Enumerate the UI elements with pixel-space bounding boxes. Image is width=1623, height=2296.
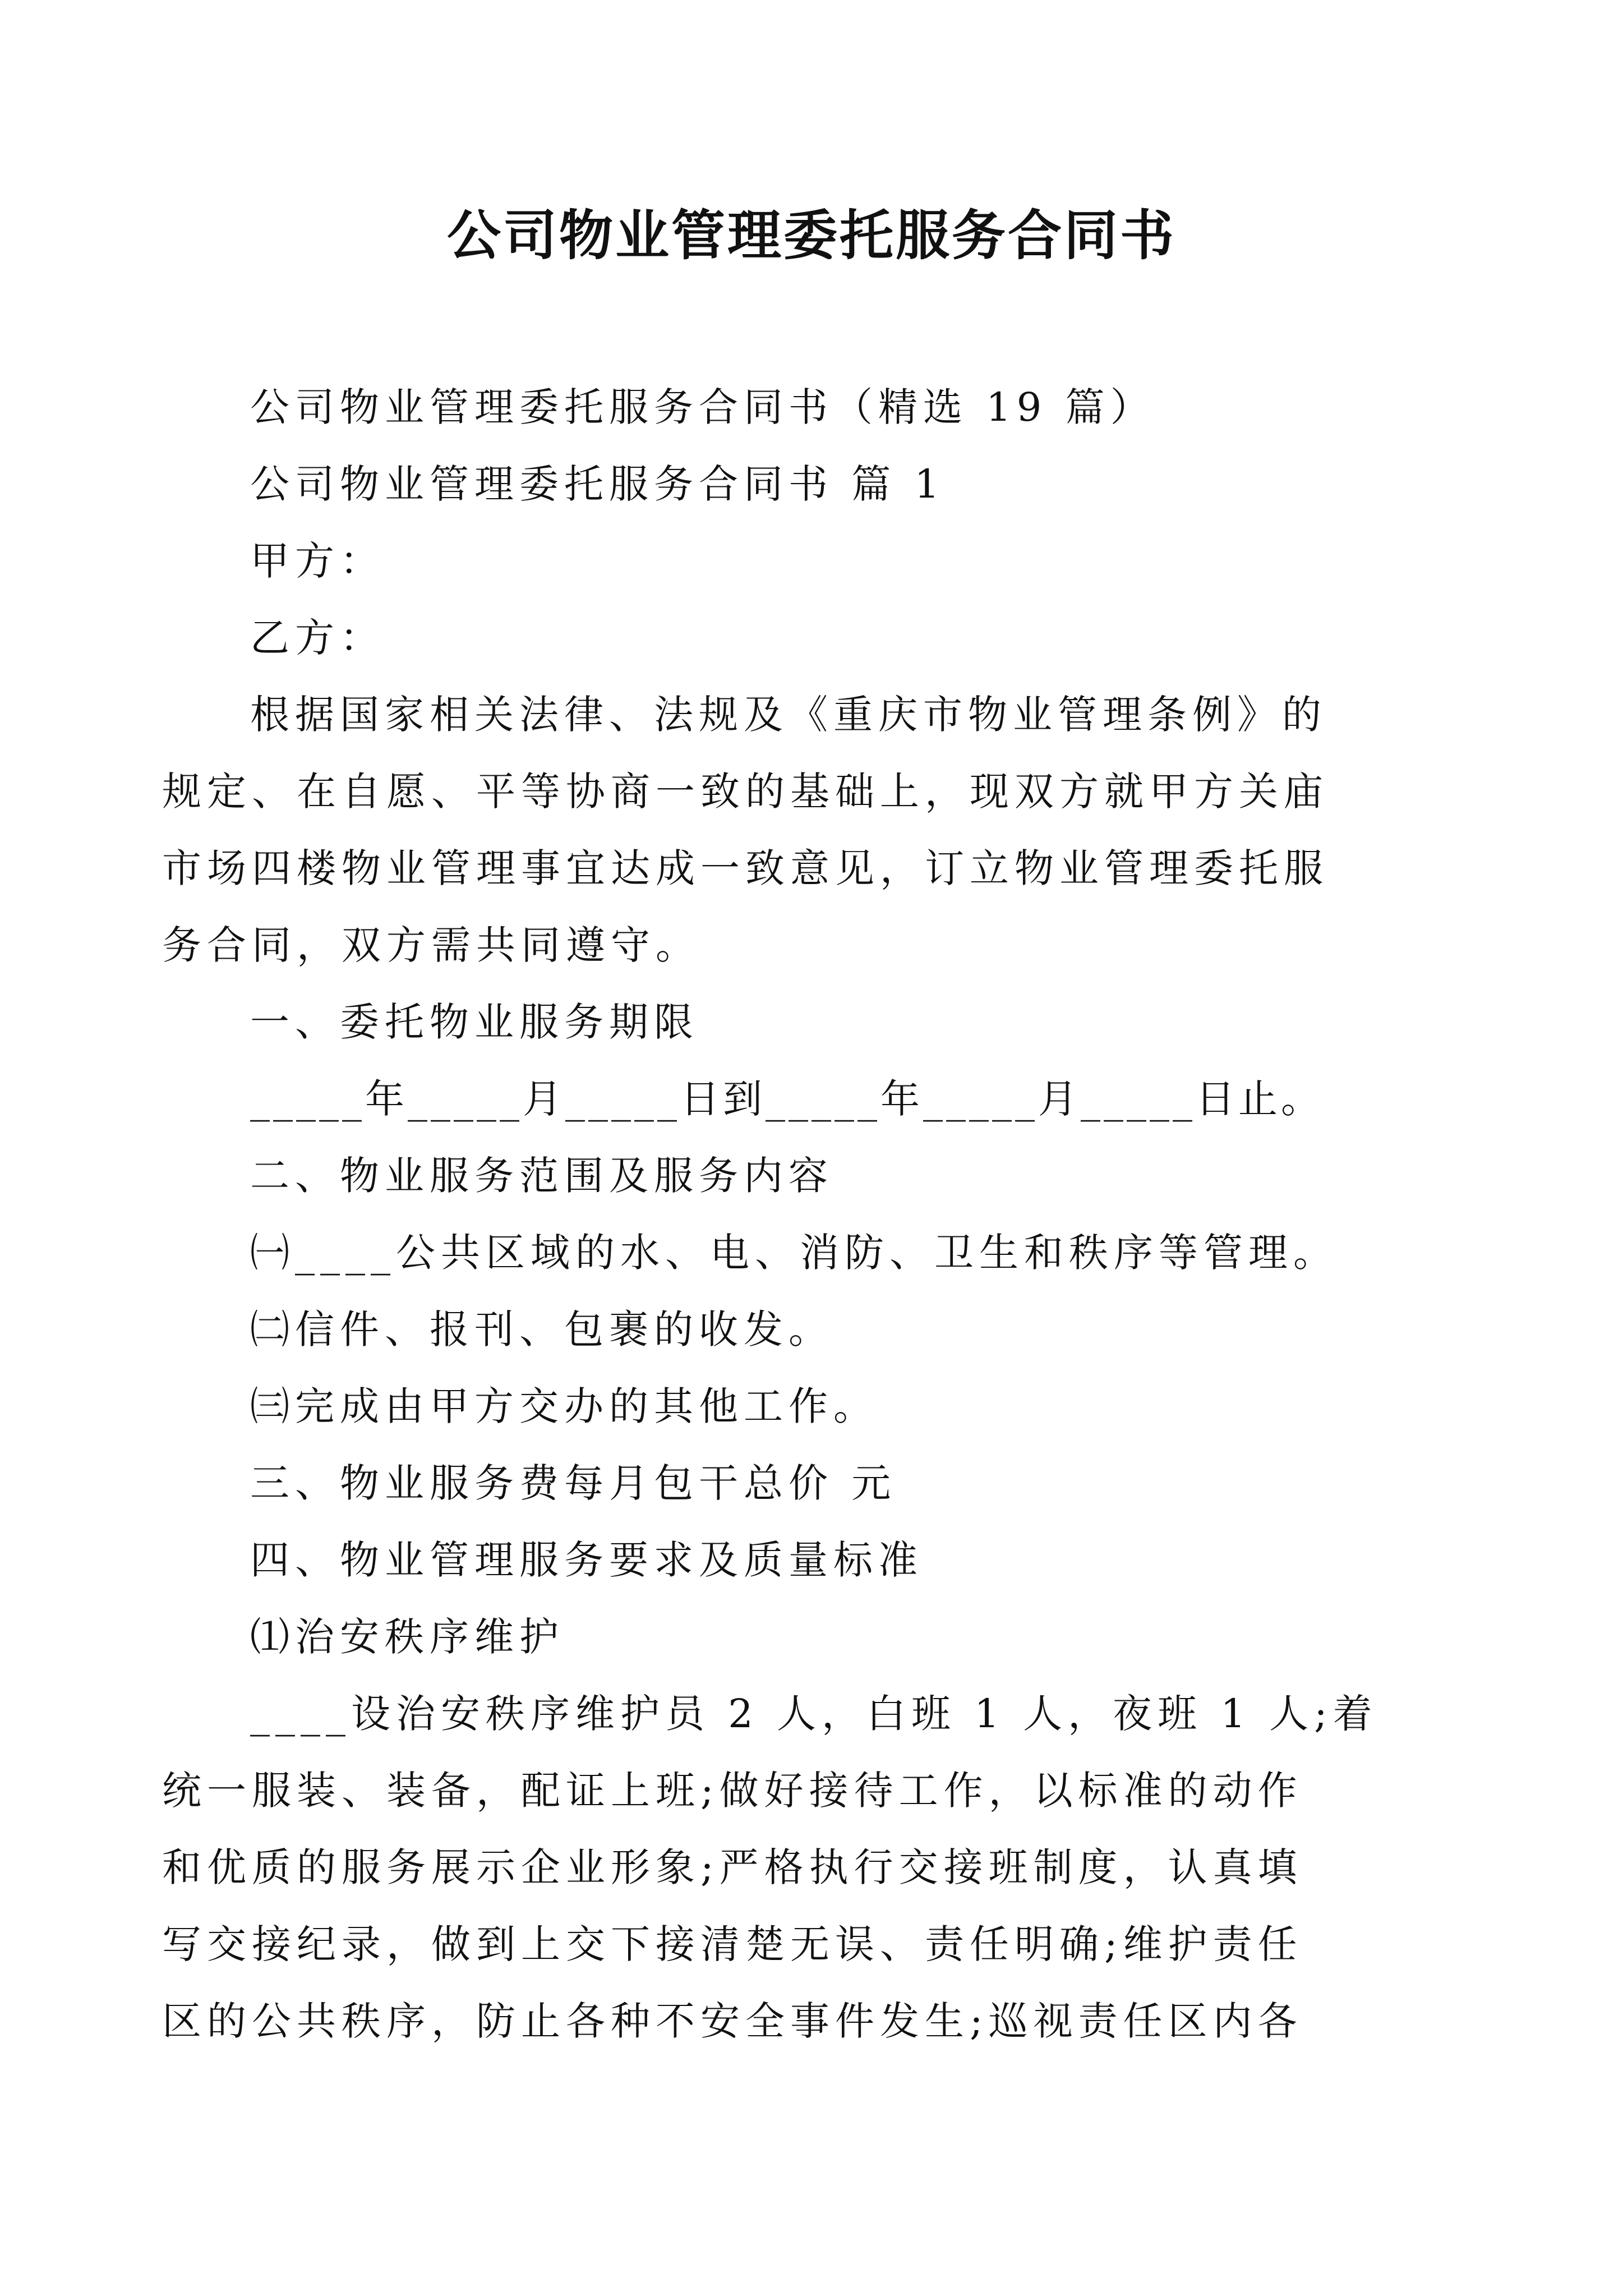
clause4-sub1: ⑴治安秩序维护: [250, 1614, 564, 1660]
clause4-line: 写交接纪录，做到上交下接清楚无误、责任明确;维护责任: [162, 1921, 1303, 1967]
clause2-item2: ㈡信件、报刊、包裹的收发。: [250, 1306, 833, 1352]
clause4-line: 和优质的服务展示企业形象;严格执行交接班制度，认真填: [162, 1844, 1303, 1890]
clause1-heading: 一、委托物业服务期限: [250, 999, 699, 1045]
intro-line: 规定、在自愿、平等协商一致的基础上，现双方就甲方关庙: [162, 769, 1329, 815]
party-b: 乙方：: [250, 615, 385, 661]
clause4-line: 区的公共秩序，防止各种不安全事件发生;巡视责任区内各: [162, 1998, 1303, 2044]
clause4-sub1-paragraph: [162, 1676, 1378, 2060]
intro-line: 根据国家相关法律、法规及《重庆市物业管理条例》的: [250, 692, 1327, 738]
clause2-item3: ㈢完成由甲方交办的其他工作。: [250, 1383, 878, 1429]
subtitle: 公司物业管理委托服务合同书（精选 19 篇）: [250, 384, 1155, 430]
intro-paragraph: [162, 677, 1372, 984]
clause4-line: 统一服装、装备，配证上班;做好接待工作，以标准的动作: [162, 1768, 1303, 1814]
intro-line: 市场四楼物业管理事宜达成一致意见，订立物业管理委托服: [162, 845, 1329, 891]
clause1-dates: _____年_____月_____日到_____年_____月_____日止。: [250, 1076, 1324, 1122]
clause2-item1: ㈠____公共区域的水、电、消防、卫生和秩序等管理。: [250, 1230, 1338, 1276]
clause4-heading: 四、物业管理服务要求及质量标准: [250, 1537, 923, 1583]
clause2-heading: 二、物业服务范围及服务内容: [250, 1153, 833, 1199]
clause3-heading: 三、物业服务费每月包干总价 元: [250, 1460, 897, 1506]
intro-line: 务合同，双方需共同遵守。: [162, 922, 700, 968]
party-a: 甲方：: [250, 538, 385, 584]
clause4-line: ____设治安秩序维护员 2 人，白班 1 人，夜班 1 人;着: [250, 1691, 1378, 1737]
document-title: 公司物业管理委托服务合同书: [447, 204, 1176, 267]
document-body: [162, 369, 1378, 2060]
section-heading: 公司物业管理委托服务合同书 篇 1: [250, 461, 946, 507]
